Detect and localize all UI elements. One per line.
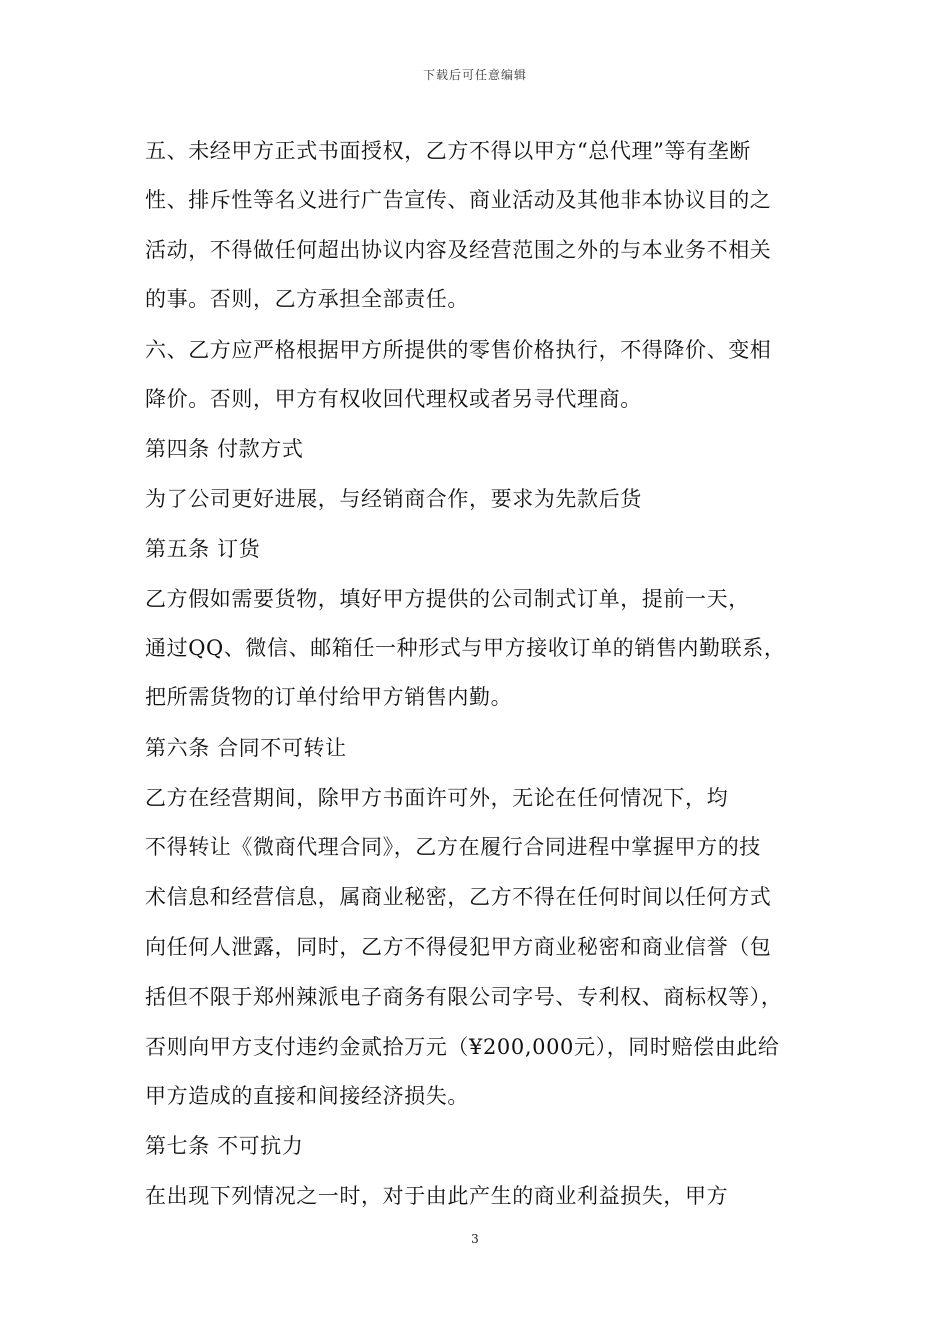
section-heading: 第六条 合同不可转让 [145,736,347,760]
paragraph-line: 术信息和经营信息，属商业秘密，乙方不得在任何时间以任何方式 [145,885,772,909]
page-header: 下载后可任意编辑 [422,68,527,82]
paragraph-line: 乙方在经营期间，除甲方书面许可外，无论在任何情况下，均 [145,786,729,810]
paragraph-line: 通过QQ、微信、邮箱任一种形式与甲方接收订单的销售内勤联系， [145,636,786,660]
page-number: 3 [471,1232,479,1246]
section-heading: 第五条 订货 [145,537,261,561]
paragraph-line: 不得转让《微商代理合同》，乙方在履行合同进程中掌握甲方的技 [145,835,761,859]
paragraph-line: 六、乙方应严格根据甲方所提供的零售价格执行，不得降价、变相 [145,338,772,362]
section-heading: 第四条 付款方式 [145,437,304,461]
paragraph-line: 在出现下列情况之一时，对于由此产生的商业利益损失，甲方 [145,1184,729,1208]
paragraph-line: 五、未经甲方正式书面授权，乙方不得以甲方“总代理”等有垄断 [145,139,751,163]
paragraph-line: 为了公司更好进展，与经销商合作，要求为先款后货 [145,487,642,511]
paragraph-line: 向任何人泄露，同时，乙方不得侵犯甲方商业秘密和商业信誉（包 [145,935,772,959]
paragraph-line: 的事。否则，乙方承担全部责任。 [145,287,469,311]
paragraph-line: 活动，不得做任何超出协议内容及经营范围之外的与本业务不相关 [145,238,772,262]
section-heading: 第七条 不可抗力 [145,1134,304,1158]
paragraph-line: 性、排斥性等名义进行广告宣传、商业活动及其他非本协议目的之 [145,188,772,212]
paragraph-line: 把所需货物的订单付给甲方销售内勤。 [145,685,513,709]
paragraph-line: 乙方假如需要货物，填好甲方提供的公司制式订单，提前一天， [145,587,750,611]
paragraph-line: 降价。否则，甲方有权收回代理权或者另寻代理商。 [145,387,642,411]
paragraph-line: 否则向甲方支付违约金贰拾万元（¥200,000元），同时赔偿由此给 [145,1035,780,1059]
paragraph-line: 括但不限于郑州辣派电子商务有限公司字号、专利权、商标权等）， [145,985,783,1009]
paragraph-line: 甲方造成的直接和间接经济损失。 [145,1084,469,1108]
